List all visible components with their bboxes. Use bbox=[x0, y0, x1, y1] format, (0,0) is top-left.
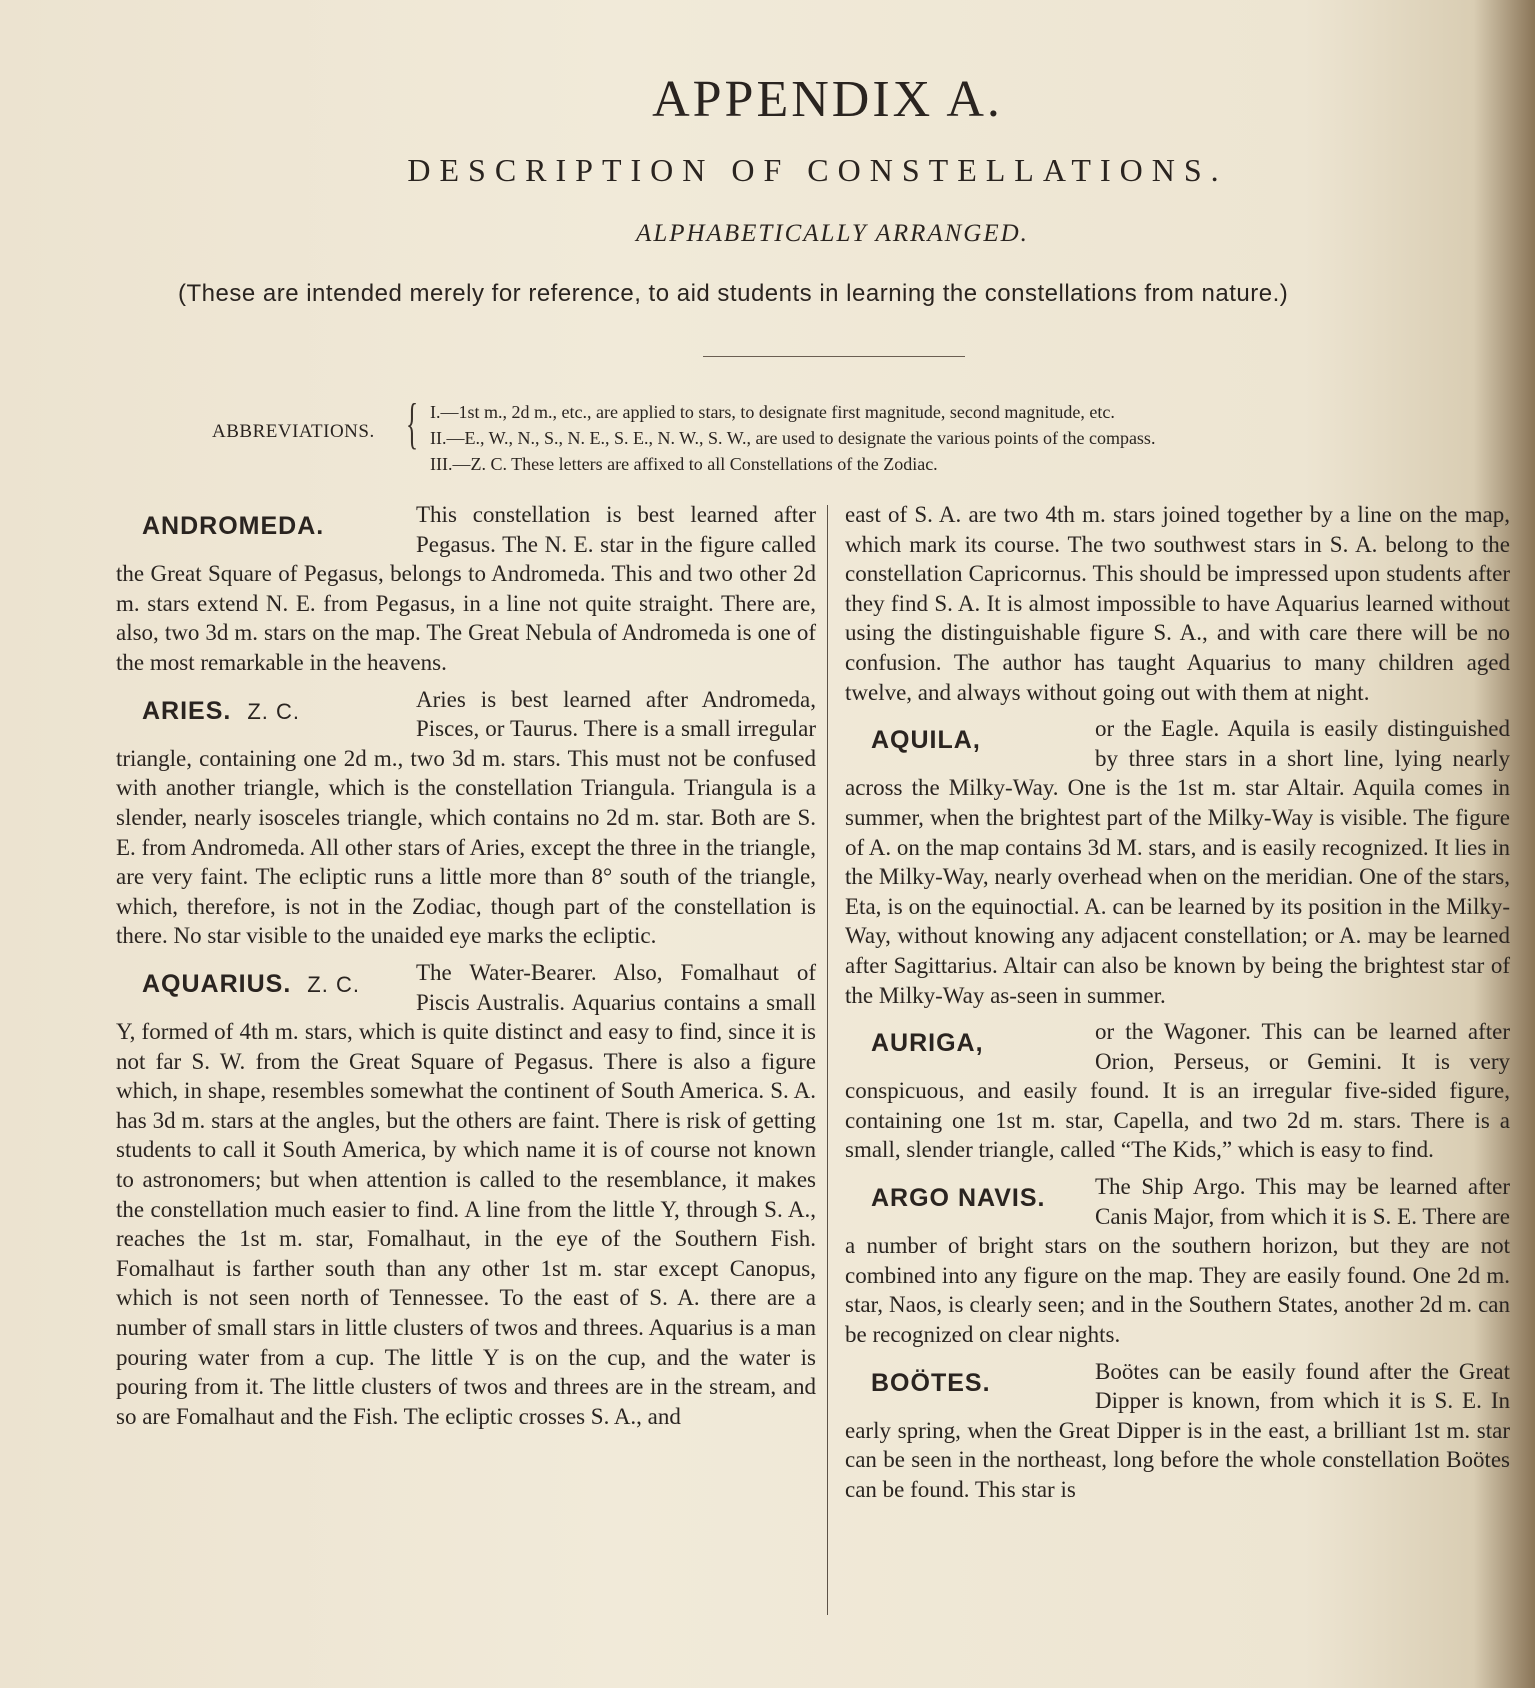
entry-auriga bbox=[845, 1017, 1510, 1165]
right-column bbox=[845, 500, 1510, 1512]
entry-text: east of S. A. are two 4th m. stars joined together by a line on the map, which mark its course. The two southwest stars in S. A. belong to the constellation Capricornus. This should be impressed upon students after they find S. A. It is almost impossible to have Aquarius learned without using the distinguishable figure S. A., and with care there will be no confusion. The author has taught Aquarius to many children aged twelve, and always without going out with them at night. bbox=[845, 502, 1510, 705]
abbreviation-line: II.—E., W., N., S., N. E., S. E., N. W., S. W., are used to designate the various points of the compass. bbox=[430, 428, 1156, 448]
entry-aquarius-continued bbox=[845, 500, 1510, 707]
constellation-name: AQUILA, bbox=[871, 726, 981, 755]
abbreviations-label: ABBREVIATIONS. bbox=[212, 421, 375, 442]
entry-aquarius bbox=[116, 958, 816, 1432]
constellation-name: ANDROMEDA. bbox=[142, 512, 325, 540]
entry-heading bbox=[845, 1357, 1095, 1415]
constellation-name: BOÖTES. bbox=[871, 1368, 991, 1397]
constellation-name: AQUARIUS. bbox=[142, 969, 292, 998]
zodiac-marker: Z. C. bbox=[307, 971, 360, 997]
page-title: APPENDIX A. bbox=[652, 71, 1003, 128]
arrangement-note: ALPHABETICALLY ARRANGED. bbox=[636, 220, 1029, 247]
entry-text: The Ship Argo. This may be learned after Canis Major, from which it is S. E. There are a number of bright stars on the southern horizon, but they are not combined into any figure on the map. They are easily found. One 2d m. star, Naos, is clearly seen; and in the Southern States, another 2d m. can be recognized on clear nights. bbox=[845, 1174, 1510, 1348]
brace-icon: { bbox=[406, 393, 419, 455]
entry-text: or the Eagle. Aquila is easily distinguished by three stars in a short line, lying nearly across the Milky-Way. One is the 1st m. star Altair. Aquila comes in summer, when the brightest part of the Milky-Way is visible. The figure of A. on the map contains 3d M. stars, and is easily recognized. It lies in the Milky-Way, nearly overhead when on the meridian. One of the stars, Eta, is on the equinoctial. A. can be learned by its position in the Milky-Way, without knowing any adjacent constellation; or A. may be learned after Sagittarius. Altair can also be known by being the brightest star of the Milky-Way as-seen in summer. bbox=[845, 716, 1510, 1008]
reference-note: (These are intended merely for reference, to aid students in learning the constellations from nature.) bbox=[178, 280, 1289, 307]
entry-aquila bbox=[845, 714, 1510, 1010]
entry-andromeda bbox=[116, 500, 816, 678]
abbreviation-line: III.—Z. C. These letters are affixed to all Constellations of the Zodiac. bbox=[430, 454, 938, 474]
entry-heading bbox=[845, 714, 1095, 772]
entry-text: This constellation is best learned after Pegasus. The N. E. star in the figure called the Great Square of Pegasus, belongs to Andromeda. This and two other 2d m. stars extend N. E. from Pegasus, in a line not quite straight. There are, also, two 3d m. stars on the map. The Great Nebula of Andromeda is one of the most remarkable in the heavens. bbox=[116, 502, 816, 675]
entry-aries bbox=[116, 685, 816, 951]
constellation-name: ARGO NAVIS. bbox=[871, 1184, 1046, 1213]
column-divider bbox=[827, 505, 828, 1615]
entry-heading bbox=[845, 1172, 1095, 1230]
zodiac-marker: Z. C. bbox=[247, 698, 301, 724]
entry-heading bbox=[116, 685, 416, 743]
entry-heading bbox=[116, 958, 416, 1016]
entry-argo-navis bbox=[845, 1172, 1510, 1350]
entry-text: Boötes can be easily found after the Great Dipper is known, from which it is S. E. In early spring, when the Great Dipper is in the east, a brilliant 1st m. star can be seen in the northeast, long before the whole constellation Boötes can be found. This star is bbox=[845, 1358, 1510, 1502]
entry-text: The Water-Bearer. Also, Fomalhaut of Piscis Australis. Aquarius contains a small Y, formed of 4th m. stars, which is quite distinct and easy to find, since it is not far S. W. from the Great Square of Pegasus. There is also a figure which, in shape, resembles somewhat the continent of South America. S. A. has 3d m. stars at the angles, but the others are faint. There is risk of getting students to call it South America, by which name it is of course not known to astronomers; but when attention is called to the resemblance, it makes the constellation much easier to find. A line from the little Y, through S. A., reaches the 1st m. star, Fomalhaut, in the eye of the Southern Fish. Fomalhaut is farther south than any other 1st m. star except Canopus, which is not seen north of Tennessee. To the east of S. A. there are a number of small stars in little clusters of twos and threes. Aquarius is a man pouring water from a cup. The little Y is on the cup, and the water is pouring from it. The little clusters of twos and threes are in the stream, and so are Fomalhaut and the Fish. The ecliptic crosses S. A., and bbox=[116, 959, 816, 1429]
abbreviations-list bbox=[430, 399, 1155, 477]
section-rule bbox=[703, 356, 965, 357]
entry-text: or the Wagoner. This can be learned after Orion, Perseus, or Gemini. It is very conspicuous, and easily found. It is an irregular five-sided figure, containing one 1st m. star, Capella, and two 2d m. stars. There is a small, slender triangle, called “The Kids,” which is easy to find. bbox=[845, 1019, 1510, 1163]
abbreviation-line: I.—1st m., 2d m., etc., are applied to stars, to designate first magnitude, second magnitude, etc. bbox=[430, 402, 1115, 422]
page-subtitle: DESCRIPTION OF CONSTELLATIONS. bbox=[407, 152, 1228, 188]
entry-text: Aries is best learned after Andromeda, Pisces, or Taurus. There is a small irregular triangle, containing one 2d m., two 3d m. stars. This must not be confused with another triangle, which is the constellation Triangula. Triangula is a slender, nearly isosceles triangle, which contains no 2d m. star. Both are S. E. from Andromeda. All other stars of Aries, except the three in the triangle, are very faint. The ecliptic runs a little more than 8° south of the triangle, which, therefore, is not in the Zodiac, though part of the constellation is there. No star visible to the unaided eye marks the ecliptic. bbox=[116, 686, 816, 949]
left-column bbox=[116, 500, 816, 1438]
constellation-name: ARIES. bbox=[142, 696, 232, 725]
entry-heading bbox=[116, 500, 416, 558]
constellation-name: AURIGA, bbox=[871, 1029, 984, 1058]
entry-heading bbox=[845, 1017, 1095, 1075]
entry-bootes bbox=[845, 1357, 1510, 1505]
